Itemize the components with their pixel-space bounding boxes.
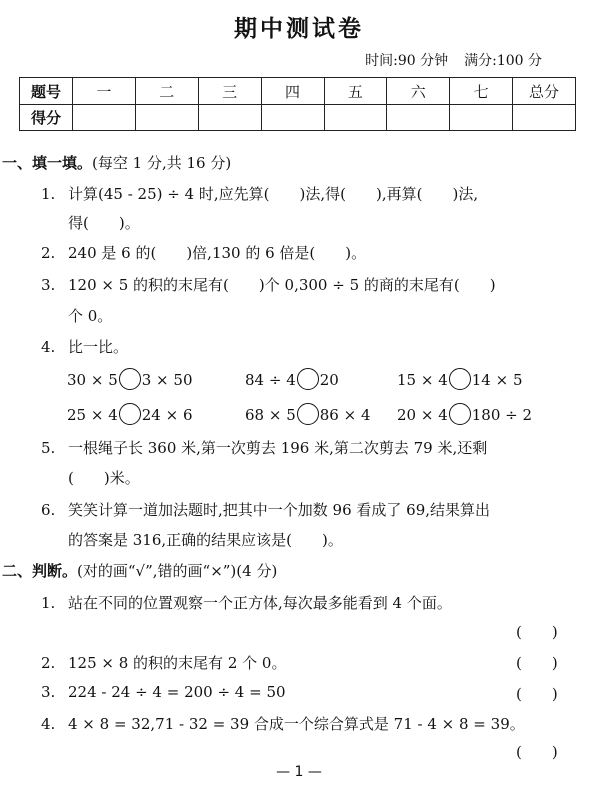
question-2-2: 2. 125 × 8 的积的末尾有 2 个 0。: [41, 654, 287, 672]
compare-item: 84 ÷ 4 20: [245, 368, 339, 390]
question-1-4: 4. 比一比。: [41, 338, 129, 356]
score-input-cell[interactable]: [135, 105, 198, 131]
score-row-label: 得分: [20, 105, 73, 131]
compare-circle[interactable]: [297, 368, 319, 390]
score-input-cell[interactable]: [513, 105, 576, 131]
score-cell: 题号: [20, 78, 73, 105]
score-input-cell[interactable]: [324, 105, 387, 131]
score-table-header-row: [20, 78, 576, 105]
question-1-1: 1. 计算(45 - 25) ÷ 4 时,应先算( )法,得( ),再算( )法,: [41, 185, 479, 203]
compare-circle[interactable]: [119, 403, 141, 425]
section-1-note: (每空 1 分,共 16 分): [92, 154, 232, 172]
question-1-5-cont: ( )米。: [68, 469, 140, 487]
compare-circle[interactable]: [449, 403, 471, 425]
exam-full-score: 满分:100 分: [464, 53, 542, 69]
score-cell: 六: [387, 78, 450, 105]
score-cell: 三: [198, 78, 261, 105]
compare-item: 30 × 5 3 × 50: [67, 368, 193, 390]
score-input-cell[interactable]: [261, 105, 324, 131]
score-input-cell[interactable]: [73, 105, 136, 131]
answer-paren[interactable]: ( ): [516, 743, 558, 761]
score-cell: 四: [261, 78, 324, 105]
compare-circle[interactable]: [449, 368, 471, 390]
answer-paren[interactable]: ( ): [516, 654, 558, 672]
answer-paren[interactable]: ( ): [516, 685, 558, 703]
score-table-score-row: [20, 105, 576, 131]
compare-item: 15 × 4 14 × 5: [397, 368, 523, 390]
question-1-6: 6. 笑笑计算一道加法题时,把其中一个加数 96 看成了 69,结果算出: [41, 501, 491, 519]
score-cell: 总分: [513, 78, 576, 105]
page-title: 期中测试卷: [234, 16, 364, 42]
compare-item: 68 × 5 86 × 4: [245, 403, 371, 425]
score-input-cell[interactable]: [450, 105, 513, 131]
exam-time: 时间:90 分钟: [365, 53, 449, 69]
exam-meta: [365, 50, 542, 70]
question-1-1-cont: 得( )。: [68, 214, 140, 232]
compare-circle[interactable]: [119, 368, 141, 390]
page-number: — 1 —: [276, 764, 322, 780]
section-2-heading: 二、判断。(对的画“√”,错的画“×”)(4 分): [2, 562, 278, 580]
question-1-3: 3. 120 × 5 的积的末尾有( )个 0,300 ÷ 5 的商的末尾有( ): [41, 276, 496, 294]
question-1-2: 2. 240 是 6 的( )倍,130 的 6 倍是( )。: [41, 244, 367, 262]
question-2-3: 3. 224 - 24 ÷ 4 = 200 ÷ 4 = 50: [41, 683, 286, 701]
compare-item: 20 × 4 180 ÷ 2: [397, 403, 532, 425]
question-1-6-cont: 的答案是 316,正确的结果应该是( )。: [68, 531, 343, 549]
question-1-3-cont: 个 0。: [68, 307, 113, 325]
score-input-cell[interactable]: [387, 105, 450, 131]
section-2-note: (对的画“√”,错的画“×”)(4 分): [77, 562, 278, 580]
section-1-heading: 一、填一填。(每空 1 分,共 16 分): [2, 154, 232, 172]
score-cell: 七: [450, 78, 513, 105]
question-2-4: 4. 4 × 8 = 32,71 - 32 = 39 合成一个综合算式是 71 - 4 × 8 = 39。: [41, 715, 525, 733]
question-1-5: 5. 一根绳子长 360 米,第一次剪去 196 米,第二次剪去 79 米,还剩: [41, 439, 488, 457]
score-cell: 五: [324, 78, 387, 105]
score-cell: 二: [135, 78, 198, 105]
score-cell: 一: [73, 78, 136, 105]
score-table: [19, 77, 576, 131]
answer-paren[interactable]: ( ): [516, 623, 558, 641]
compare-item: 25 × 4 24 × 6: [67, 403, 193, 425]
score-input-cell[interactable]: [198, 105, 261, 131]
compare-circle[interactable]: [297, 403, 319, 425]
question-2-1: 1. 站在不同的位置观察一个正方体,每次最多能看到 4 个面。: [41, 594, 452, 612]
